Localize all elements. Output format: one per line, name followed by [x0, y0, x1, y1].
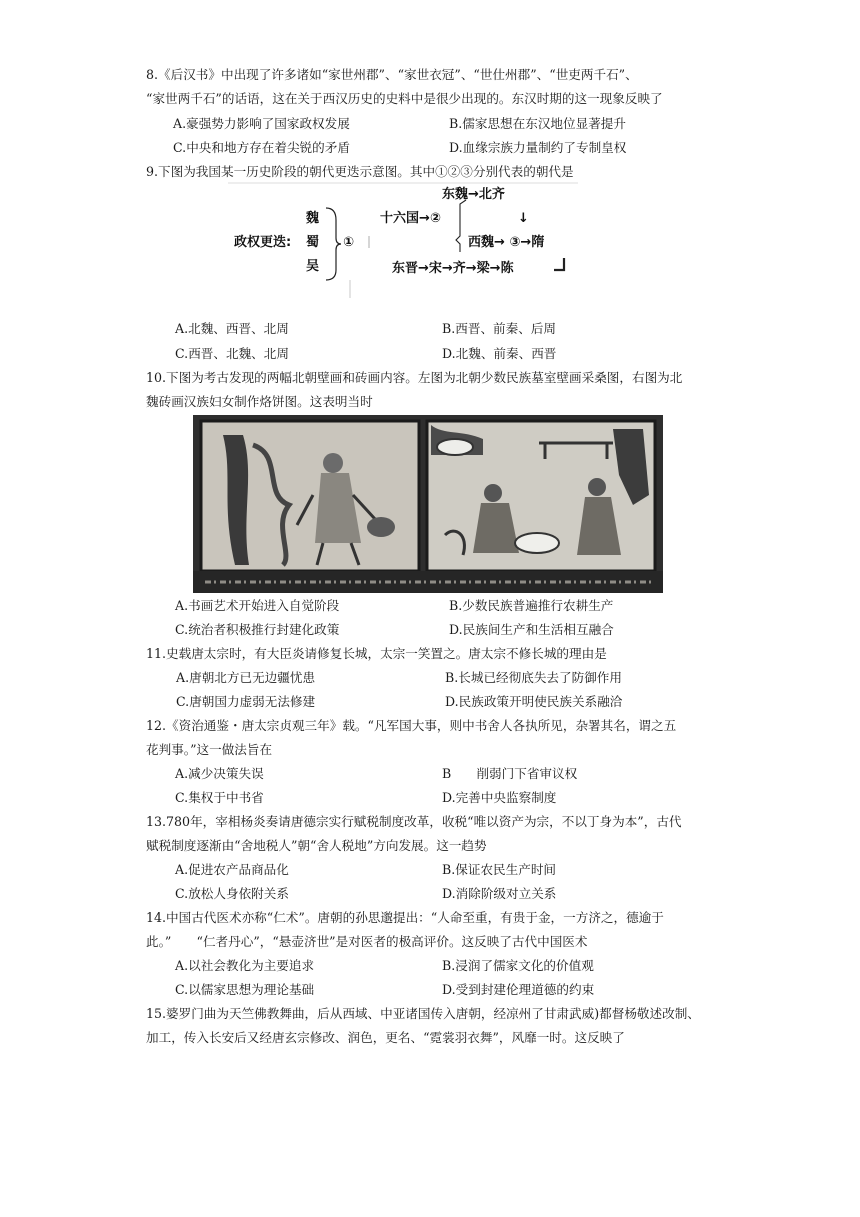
- diagram-corner-arrow: [554, 258, 564, 270]
- q14-option-d[interactable]: D.受到封建伦理道德的约束: [442, 982, 595, 997]
- q9-option-c[interactable]: C.西晋、北魏、北周: [175, 346, 289, 361]
- q10-option-b[interactable]: B.少数民族普遍推行农耕生产: [449, 598, 614, 613]
- q13-option-d[interactable]: D.消除阶级对立关系: [442, 886, 557, 901]
- diagram-label: 政权更迭:: [234, 235, 292, 250]
- q13-stem-line2: 赋税制度逐渐由“舍地税人”朝“舍人税地”方向发展。这一趋势: [146, 838, 487, 853]
- q8-stem-line2: “家世两千石”的话语，这在关于西汉历史的史料中是很少出现的。东汉时期的这一现象反映了: [146, 91, 663, 106]
- dynasty-succession-diagram: [228, 180, 578, 302]
- q8-stem-line1: 8.《后汉书》中出现了许多诸如“家世州郡”、“家世衣冠”、“世仕州郡”、“世吏两千石”、: [146, 67, 638, 82]
- diagram-circle-1: ①: [343, 235, 355, 250]
- diagram-row-east-wei: 东魏→北齐: [442, 187, 505, 202]
- q10-option-c[interactable]: C.统治者积极推行封建化政策: [175, 622, 340, 637]
- q10-stem-line1: 10.下图为考古发现的两幅北朝壁画和砖画内容。左图为北朝少数民族墓室壁画采桑图，右图为北: [146, 370, 683, 385]
- q12-option-d[interactable]: D.完善中央监察制度: [442, 790, 557, 805]
- q13-option-b[interactable]: B.保证农民生产时间: [442, 862, 557, 877]
- diagram-row-east-jin: 东晋→宋→齐→梁→陈: [392, 261, 514, 276]
- q13-option-a[interactable]: A.促进农产品商品化: [175, 862, 289, 877]
- diagram-row-west-wei: 西魏→ ③→隋: [468, 235, 545, 250]
- q12-stem-line2: 花判事。”这一做法旨在: [146, 742, 273, 757]
- q14-stem-line1: 14.中国古代医术亦称“仁术”。唐朝的孙思邈提出：“人命至重，有贵于金，一方济之，德逾于: [146, 910, 664, 925]
- diagram-brace-right: [456, 200, 466, 252]
- q14-option-a[interactable]: A.以社会教化为主要追求: [175, 958, 315, 973]
- q8-option-d[interactable]: D.血缘宗族力量制约了专制皇权: [449, 140, 627, 155]
- diagram-shu: 蜀: [306, 235, 320, 250]
- right-brick-painting-making-pancakes: [427, 421, 655, 571]
- diagram-wei: 魏: [306, 211, 320, 226]
- left-mural-picking-mulberry: [201, 421, 419, 571]
- q9-option-b[interactable]: B.西晋、前秦、后周: [442, 321, 557, 336]
- q12-option-a[interactable]: A.减少决策失误: [175, 766, 264, 781]
- q8-option-a[interactable]: A.豪强势力影响了国家政权发展: [173, 116, 350, 131]
- diagram-row-sixteen-kingdoms: 十六国→②: [380, 211, 441, 226]
- q13-option-c[interactable]: C.放松人身依附关系: [175, 886, 289, 901]
- q12-option-c[interactable]: C.集权于中书省: [175, 790, 264, 805]
- q11-option-d[interactable]: D.民族政策开明使民族关系融洽: [445, 694, 623, 709]
- q9-option-d[interactable]: D.北魏、前秦、西晋: [442, 346, 557, 361]
- q14-option-b[interactable]: B.浸润了儒家文化的价值观: [442, 958, 594, 973]
- q11-option-b[interactable]: B.长城已经彻底失去了防御作用: [445, 670, 622, 685]
- q9-option-a[interactable]: A.北魏、西晋、北周: [175, 321, 289, 336]
- northern-dynasty-murals-image: [193, 415, 663, 593]
- q13-stem-line1: 13.780年，宰相杨炎奏请唐德宗实行赋税制度改革，收税“唯以资产为宗，不以丁身为本”，古代: [146, 814, 682, 829]
- q11-stem: 11.史载唐太宗时，有大臣炎请修复长城，太宗一笑置之。唐太宗不修长城的理由是: [146, 646, 607, 661]
- q12-stem-line1: 12.《资治通鉴・唐太宗贞观三年》载。“凡军国大事，则中书舍人各执所见，杂署其名，谓之五: [146, 718, 677, 733]
- diagram-brace-left: [326, 208, 341, 280]
- diagram-wu: 吴: [306, 259, 320, 274]
- q11-option-c[interactable]: C.唐朝国力虚弱无法修建: [176, 694, 316, 709]
- q10-option-d[interactable]: D.民族间生产和生活相互融合: [449, 622, 614, 637]
- q15-stem-line1: 15.婆罗门曲为天竺佛教舞曲，后从西域、中亚诸国传入唐朝，经凉州了甘肃武威)都督杨敬述改制、: [146, 1006, 700, 1021]
- q15-stem-line2: 加工，传入长安后又经唐玄宗修改、润色，更名、“霓裳羽衣舞”，风靡一时。这反映了: [146, 1030, 625, 1045]
- q10-stem-line2: 魏砖画汉族妇女制作烙饼图。这表明当时: [146, 394, 373, 409]
- q12-option-b[interactable]: B 削弱门下省审议权: [442, 766, 578, 781]
- q8-option-c[interactable]: C.中央和地方存在着尖锐的矛盾: [173, 140, 350, 155]
- q9-stem: 9.下图为我国某一历史阶段的朝代更迭示意图。其中①②③分别代表的朝代是: [146, 164, 574, 179]
- q14-option-c[interactable]: C.以儒家思想为理论基础: [175, 982, 315, 997]
- diagram-down-arrow: ↓: [518, 211, 529, 226]
- q10-option-a[interactable]: A.书画艺术开始进入自觉阶段: [175, 598, 340, 613]
- q11-option-a[interactable]: A.唐朝北方已无边疆忧患: [176, 670, 316, 685]
- q14-stem-line2: 此。” “仁者丹心”，“悬壶济世”是对医者的极高评价。这反映了古代中国医术: [146, 934, 588, 949]
- q8-option-b[interactable]: B.儒家思想在东汉地位显著提升: [449, 116, 626, 131]
